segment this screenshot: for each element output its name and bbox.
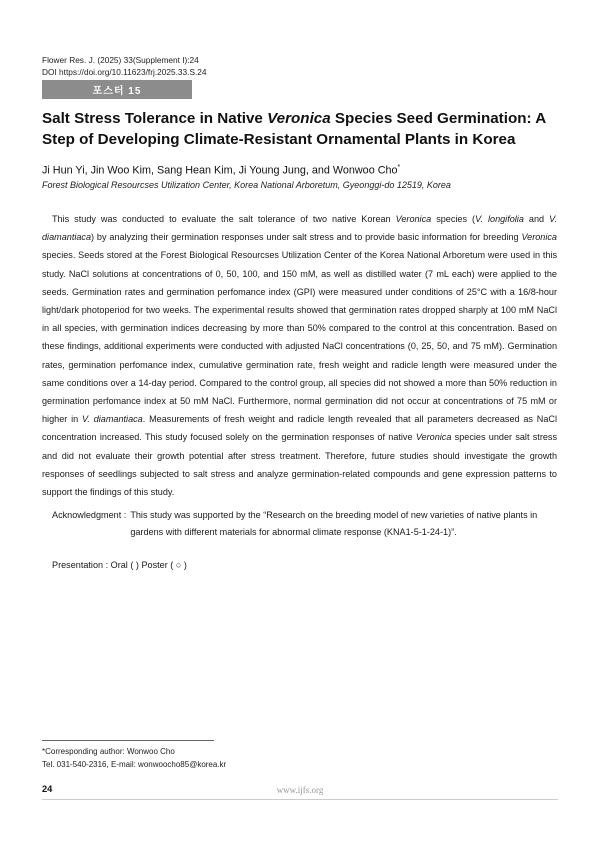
abstract-italic: V. longifolia xyxy=(475,214,524,224)
paper-title xyxy=(42,108,572,150)
doi-line: DOI https://doi.org/10.11623/frj.2025.33.S.24 xyxy=(42,66,207,77)
abstract-italic: V. diamantiaca xyxy=(81,414,143,425)
acknowledgment xyxy=(52,507,562,541)
journal-citation xyxy=(42,55,207,78)
abstract-italic: V. diamantiaca xyxy=(42,214,557,243)
title-text-rest: Species Seed Germination: A Step of Developing Climate-Resistant Ornamental Plants in Korea xyxy=(42,110,546,148)
abstract-text: This study was conducted to evaluate the salt tolerance of two native Korean xyxy=(52,214,396,224)
corresponding-mark: * xyxy=(397,164,401,171)
presentation-type: Presentation : Oral ( ) Poster ( ○ ) xyxy=(52,560,187,570)
abstract-text: . Measurements of fresh weight and radicle length revealed that all parameters decreased as NaCl concentration increased. This study focused solely on the germination responses of native xyxy=(42,414,557,443)
author-names: Ji Hun Yi, Jin Woo Kim, Sang Hean Kim, Ji Young Jung, and Wonwoo Cho xyxy=(42,164,398,177)
acknowledgment-label: Acknowledgment : xyxy=(52,510,127,520)
journal-line: Flower Res. J. (2025) 33(Supplement I):24 xyxy=(42,55,199,65)
abstract-italic: Veronica xyxy=(415,432,452,443)
journal-website: www.ijfs.org xyxy=(276,785,324,795)
abstract-body xyxy=(42,210,557,501)
abstract-text: species. Seeds stored at the Forest Biological Resourcses Utilization Center of the Korea National Arboretum were used in this study. NaCl solutions at concentrations of 0, 50, 100, and 150 mM, as well as distilled water (7 mL each) were applied to the seeds. Germination rates and germination perfomance index (GPI) were measured under conditions of 25°C with a 16/8-hour light/dark photoperiod for two weeks. The experimental results showed that germination rates dropped sharply at 100 mM NaCl in all species, with germination indices decreasing by more than 50% compared to the control at this concentration. Based on these findings, additional experiments were conducted with adjusted NaCl concentrations (0, 25, 50, and 75 mM). Germination rates, germination perfomance index, cumulative germination rate, fresh weight and radicle length were measured under the same conditions over a 14-day period. Compared to the control group, all species did not showed a more than 50% reduction in germination perfomance index at 50 mM NaCl. Furthermore, normal germination did not occur at concentrations of 75 mM or higher in xyxy=(42,250,557,425)
abstract-italic: Veronica xyxy=(395,214,432,224)
title-genus: Veronica xyxy=(267,110,331,127)
poster-badge: 포스터 15 xyxy=(42,80,192,99)
abstract-text: species ( xyxy=(431,214,476,224)
footnote-divider xyxy=(42,740,214,741)
footnote-contact: Tel. 031-540-2316, E-mail: wonwoocho85@korea.kr xyxy=(42,760,227,769)
author-list xyxy=(42,164,400,177)
page-number: 24 xyxy=(42,784,53,794)
abstract-italic: Veronica xyxy=(521,232,557,243)
footnote-author: *Corresponding author: Wonwoo Cho xyxy=(42,747,175,756)
title-text: Salt Stress Tolerance in Native xyxy=(42,110,268,127)
abstract-text: ) by analyzing their germination responses under salt stress and to provide basic information for breeding xyxy=(91,232,522,243)
abstract-text: and xyxy=(523,214,550,224)
footer-divider xyxy=(42,799,558,800)
acknowledgment-text: This study was supported by the “Research on the breeding model of new varieties of native plants in gardens with different materials for abnormal climate response (KNA1-5-1-24-1)”. xyxy=(130,510,538,537)
footnote xyxy=(42,745,226,771)
abstract-text: species under salt stress and did not evaluate their growth potential after stress treatment. Therefore, future studies should investigate the growth responses of seedlings subjected to salt stress and analyze germination-related compounds and gene expression patterns to support the findings of this study. xyxy=(42,432,557,498)
affiliation: Forest Biological Resourcses Utilization Center, Korea National Arboretum, Gyeonggi-do 12519, Korea xyxy=(42,180,451,190)
